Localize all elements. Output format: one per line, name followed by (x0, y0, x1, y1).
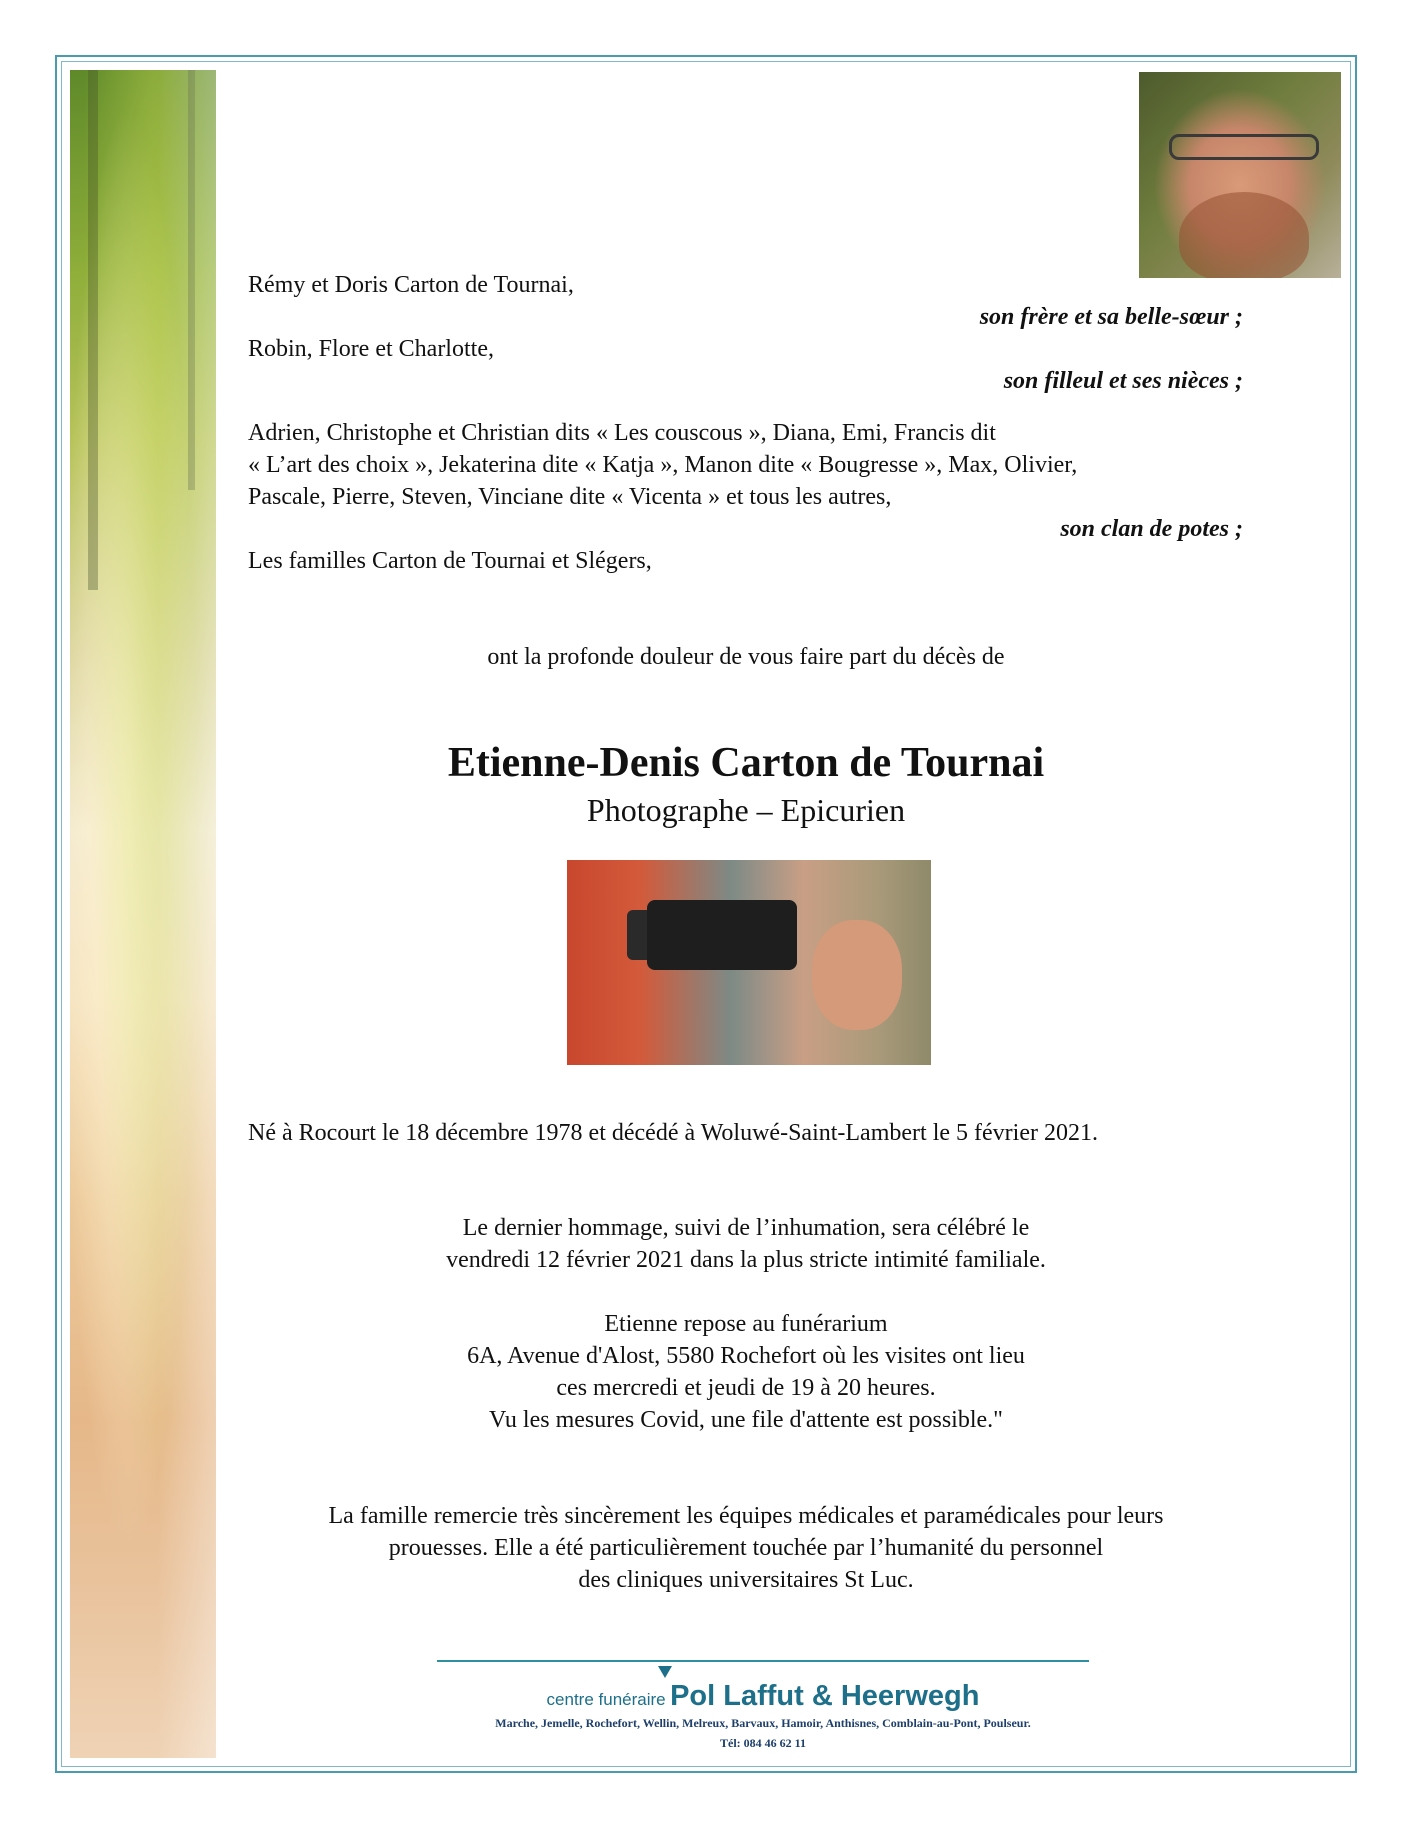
footer-towns: Marche, Jemelle, Rochefort, Wellin, Melreux, Barvaux, Hamoir, Anthisnes, Comblain-au-Pont, Poulseur. (495, 1716, 1031, 1730)
camera-body-shape (647, 900, 797, 970)
portrait-glasses-shape (1169, 134, 1319, 160)
footer-brand-name: Pol Laffut & Heerwegh (670, 1680, 980, 1712)
thanks-line-1: La famille remercie très sincèrement les équipes médicales et paramédicales pour leurs (328, 1503, 1164, 1529)
family-line-1: Rémy et Doris Carton de Tournai, (248, 272, 574, 298)
visitation-line-2: 6A, Avenue d'Alost, 5580 Rochefort où les visites ont lieu (467, 1343, 1025, 1369)
family-line-4: Les familles Carton de Tournai et Slégers, (248, 548, 652, 574)
footer-divider (437, 1660, 1089, 1662)
family-role-2: son filleul et ses nièces ; (1003, 368, 1243, 394)
footer-logo-triangle-icon (658, 1666, 672, 1678)
photographer-photo (567, 860, 931, 1065)
thanks-line-2: prouesses. Elle a été particulièrement touchée par l’humanité du personnel (388, 1535, 1104, 1561)
photographer-face-shape (812, 920, 902, 1030)
family-line-3c: Pascale, Pierre, Steven, Vinciane dite « Vicenta » et tous les autres, (248, 484, 892, 510)
family-line-2: Robin, Flore et Charlotte, (248, 336, 494, 362)
decorative-forest-strip (70, 70, 216, 1758)
family-line-3a: Adrien, Christophe et Christian dits « Les couscous », Diana, Emi, Francis dit (248, 420, 996, 446)
family-role-1: son frère et sa belle-sœur ; (979, 304, 1243, 330)
visitation-line-3: ces mercredi et jeudi de 19 à 20 heures. (556, 1375, 936, 1401)
birth-death-dates: Né à Rocourt le 18 décembre 1978 et décédé à Woluwé-Saint-Lambert le 5 février 2021. (248, 1120, 1098, 1146)
portrait-beard-shape (1179, 192, 1309, 278)
deceased-name: Etienne-Denis Carton de Tournai (447, 740, 1045, 786)
announcement-text: ont la profonde douleur de vous faire part du décès de (487, 644, 1005, 670)
funeral-home-brand (437, 1680, 1089, 1713)
visitation-line-1: Etienne repose au funérarium (604, 1311, 888, 1337)
thanks-line-3: des cliniques universitaires St Luc. (578, 1567, 914, 1593)
footer-phone: Tél: 084 46 62 11 (720, 1736, 806, 1750)
portrait-photo (1139, 72, 1341, 278)
ceremony-line-1: Le dernier hommage, suivi de l’inhumation, sera célébré le (462, 1215, 1030, 1241)
footer-brand-prefix: centre funéraire (546, 1690, 666, 1709)
family-line-3b: « L’art des choix », Jekaterina dite « Katja », Manon dite « Bougresse », Max, Olivier, (248, 452, 1078, 478)
ceremony-line-2: vendredi 12 février 2021 dans la plus stricte intimité familiale. (446, 1247, 1046, 1273)
family-role-3: son clan de potes ; (1060, 516, 1243, 542)
deceased-subtitle: Photographe – Epicurien (586, 792, 906, 828)
strip-fade-overlay (70, 70, 216, 1758)
visitation-line-4: Vu les mesures Covid, une file d'attente est possible." (489, 1407, 1003, 1433)
